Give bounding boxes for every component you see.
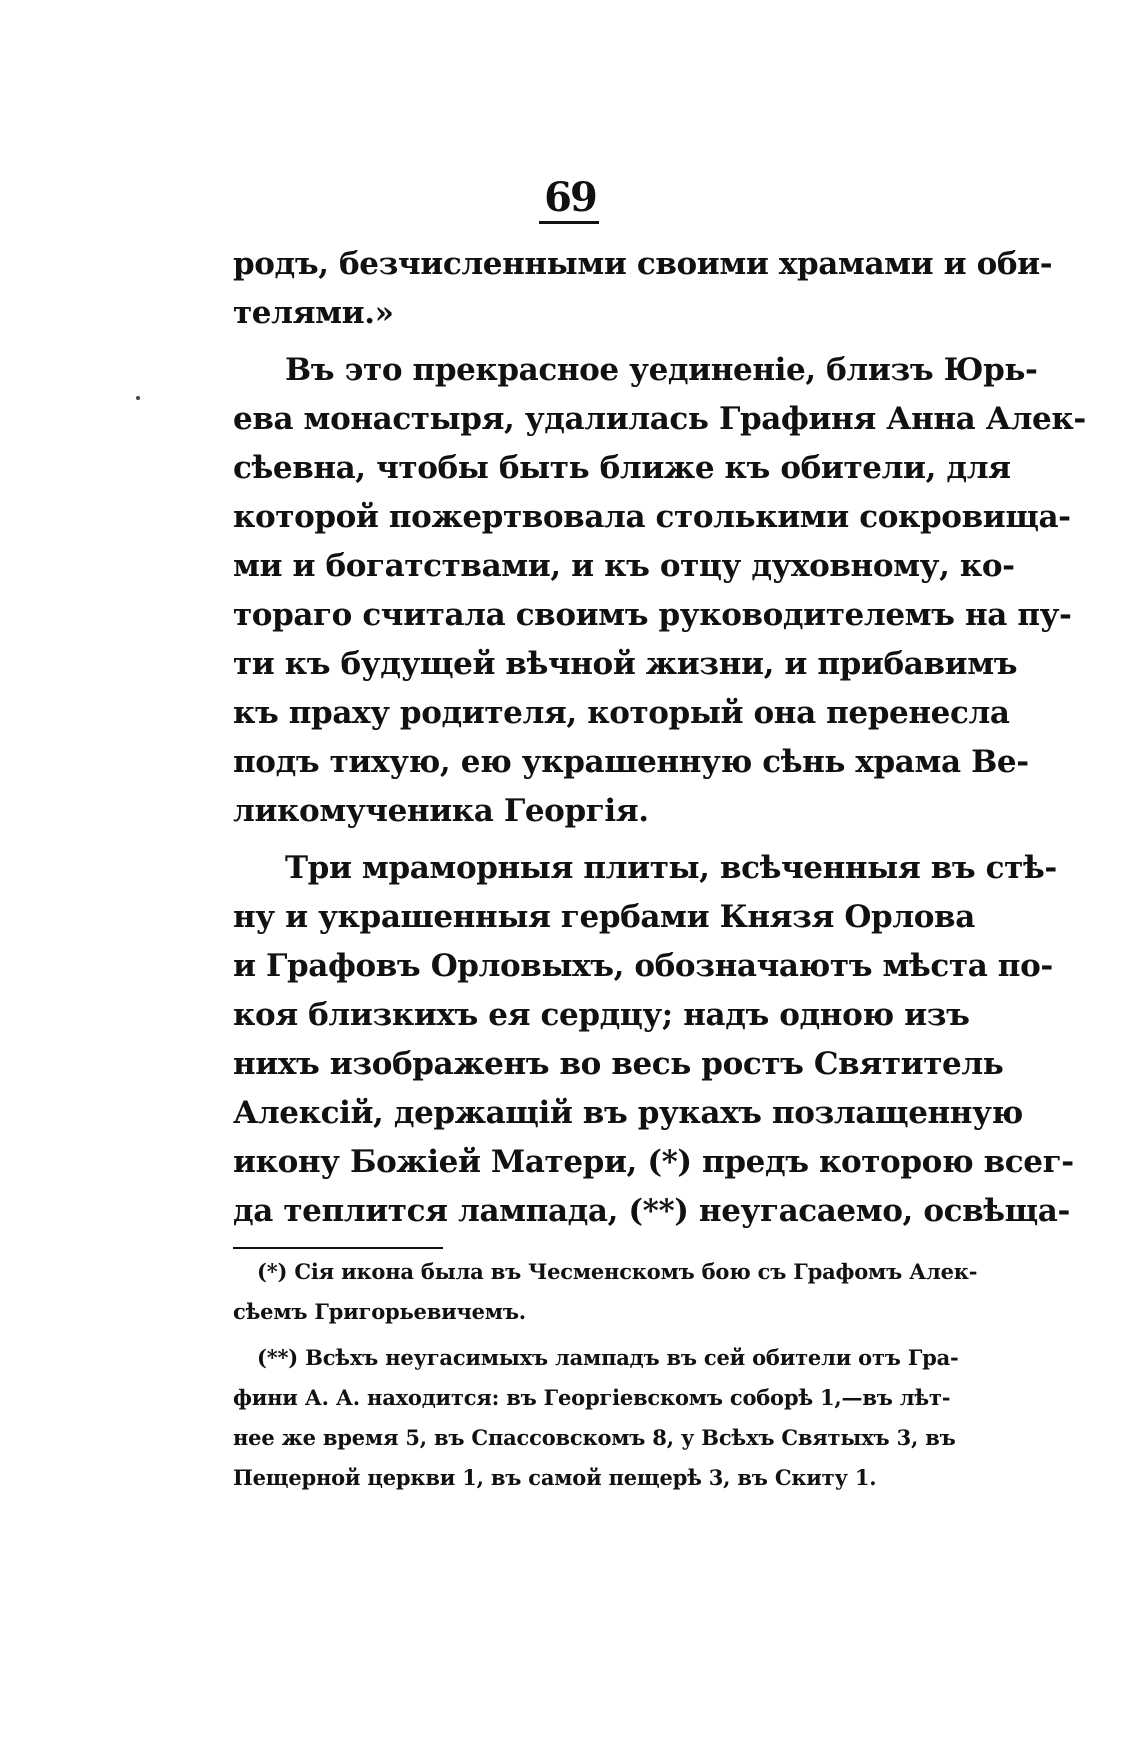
text-line: ликомученика Георгія. xyxy=(233,793,649,829)
text-line: сѣевна, чтобы быть ближе къ обители, для xyxy=(233,450,1011,486)
footnote-rule xyxy=(233,1247,443,1249)
text-line: которой пожертвовала столькими сокровища- xyxy=(233,499,1071,535)
text-line: къ праху родителя, который она перенесла xyxy=(233,695,1010,731)
text-line: ми и богатствами, и къ отцу духовному, ко- xyxy=(233,548,1015,584)
body-text xyxy=(233,240,1086,1236)
text-line: Три мраморныя плиты, всѣченныя въ стѣ- xyxy=(285,850,1057,886)
footnote-line: сѣемъ Григорьевичемъ. xyxy=(233,1299,526,1324)
page-number: 69 xyxy=(544,174,596,221)
footnote-line: (**) Всѣхъ неугасимыхъ лампадъ въ сей обители отъ Гра- xyxy=(257,1345,959,1370)
footnote xyxy=(233,1338,959,1498)
text-line: Въ это прекрасное уединеніе, близъ Юрь- xyxy=(285,352,1038,388)
text-line: да теплится лампада, (**) неугасаемо, освѣща- xyxy=(233,1193,1070,1229)
footnote-line: (*) Сія икона была въ Чесменскомъ бою съ Графомъ Алек- xyxy=(257,1259,978,1284)
footnotes xyxy=(233,1252,978,1498)
text-line: тораго считала своимъ руководителемъ на пу- xyxy=(233,597,1072,633)
text-line: икону Божіей Матери, (*) предъ которою всег- xyxy=(233,1144,1074,1180)
paragraph xyxy=(233,346,1086,836)
page-number-rule xyxy=(539,221,599,224)
footnote-line: фини А. А. находится: въ Георгіевскомъ соборѣ 1,—въ лѣт- xyxy=(233,1385,951,1410)
text-line: ева монастыря, удалилась Графиня Анна Алек- xyxy=(233,401,1086,437)
text-line: подъ тихую, ею украшенную сѣнь храма Ве- xyxy=(233,744,1029,780)
text-line: Алексій, держащій въ рукахъ позлащенную xyxy=(233,1095,1023,1131)
text-line: телями.» xyxy=(233,295,394,331)
text-line: ти къ будущей вѣчной жизни, и прибавимъ xyxy=(233,646,1018,682)
text-line: родъ, безчисленными своими храмами и оби- xyxy=(233,246,1053,282)
footnote xyxy=(233,1252,978,1332)
text-line: коя близкихъ ея сердцу; надъ одною изъ xyxy=(233,997,970,1033)
paragraph xyxy=(233,844,1074,1236)
paragraph xyxy=(233,240,1053,338)
text-line: нихъ изображенъ во весь ростъ Святитель xyxy=(233,1046,1004,1082)
text-line: и Графовъ Орловыхъ, обозначаютъ мѣста по- xyxy=(233,948,1053,984)
print-speck xyxy=(136,396,140,400)
footnote-line: Пещерной церкви 1, въ самой пещерѣ 3, въ Скиту 1. xyxy=(233,1465,877,1490)
footnote-line: нее же время 5, въ Спассовскомъ 8, у Всѣхъ Святыхъ 3, въ xyxy=(233,1425,956,1450)
text-line: ну и украшенныя гербами Князя Орлова xyxy=(233,899,975,935)
